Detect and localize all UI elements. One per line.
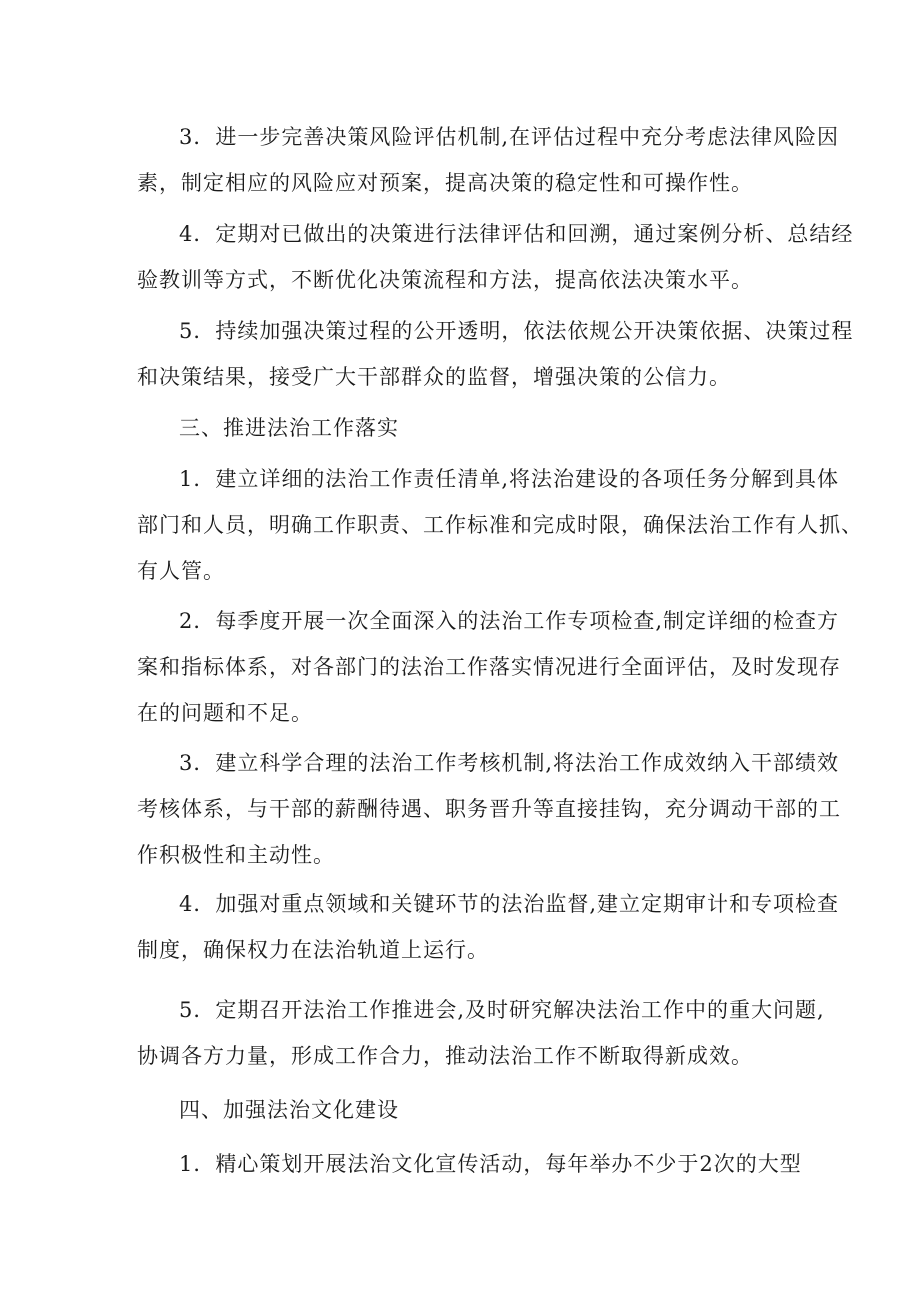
paragraph-line: 案和指标体系，对各部门的法治工作落实情况进行全面评估，及时发现存 [137, 655, 841, 679]
paragraph-quarterly-inspection [137, 598, 841, 736]
paragraph-line: 2．每季度开展一次全面深入的法治工作专项检查,制定详细的检查方 [179, 609, 840, 633]
paragraph-line: 1．精心策划开展法治文化宣传活动，每年举办不少于2次的大型 [179, 1152, 802, 1176]
paragraph-line: 作积极性和主动性。 [137, 843, 335, 867]
paragraph-line: 部门和人员，明确工作职责、工作标准和完成时限，确保法治工作有人抓、 [137, 513, 863, 537]
paragraph-line: 有人管。 [137, 559, 225, 583]
paragraph-line: 4．定期对已做出的决策进行法律评估和回溯，通过案例分析、总结经 [179, 222, 854, 246]
paragraph-line: 协调各方力量，形成工作合力，推动法治工作不断取得新成效。 [137, 1044, 753, 1068]
paragraph-line: 3．进一步完善决策风险评估机制,在评估过程中充分考虑法律风险因 [179, 125, 840, 149]
paragraph-culture-campaign [137, 1141, 802, 1187]
paragraph-line: 4．加强对重点领域和关键环节的法治监督,建立定期审计和专项检查 [179, 892, 840, 916]
paragraph-promotion-meeting [137, 987, 825, 1079]
paragraph-decision-review [137, 211, 854, 303]
paragraph-line: 和决策结果，接受广大干部群众的监督，增强决策的公信力。 [137, 365, 731, 389]
paragraph-line: 5．定期召开法治工作推进会,及时研究解决法治工作中的重大问题, [179, 998, 825, 1022]
paragraph-assessment-mechanism [137, 740, 841, 878]
paragraph-supervision [137, 881, 840, 973]
paragraph-line: 制度，确保权力在法治轨道上运行。 [137, 938, 489, 962]
paragraph-line: 在的问题和不足。 [137, 701, 313, 725]
paragraph-line: 素，制定相应的风险应对预案，提高决策的稳定性和可操作性。 [137, 171, 753, 195]
paragraph-responsibility-list [137, 456, 863, 594]
paragraph-decision-transparency [137, 308, 854, 400]
paragraph-line: 考核体系，与干部的薪酬待遇、职务晋升等直接挂钩，充分调动干部的工 [137, 797, 841, 821]
paragraph-line: 3．建立科学合理的法治工作考核机制,将法治工作成效纳入干部绩效 [179, 751, 840, 775]
paragraph-decision-risk [137, 114, 840, 206]
paragraph-line: 验教训等方式，不断优化决策流程和方法，提高依法决策水平。 [137, 268, 753, 292]
paragraph-line: 5．持续加强决策过程的公开透明，依法依规公开决策依据、决策过程 [179, 319, 854, 343]
paragraph-line: 1．建立详细的法治工作责任清单,将法治建设的各项任务分解到具体 [179, 467, 840, 491]
section-heading-rule-of-law-culture: 四、加强法治文化建设 [179, 1098, 399, 1122]
section-heading-rule-of-law-implementation: 三、推进法治工作落实 [179, 416, 399, 440]
